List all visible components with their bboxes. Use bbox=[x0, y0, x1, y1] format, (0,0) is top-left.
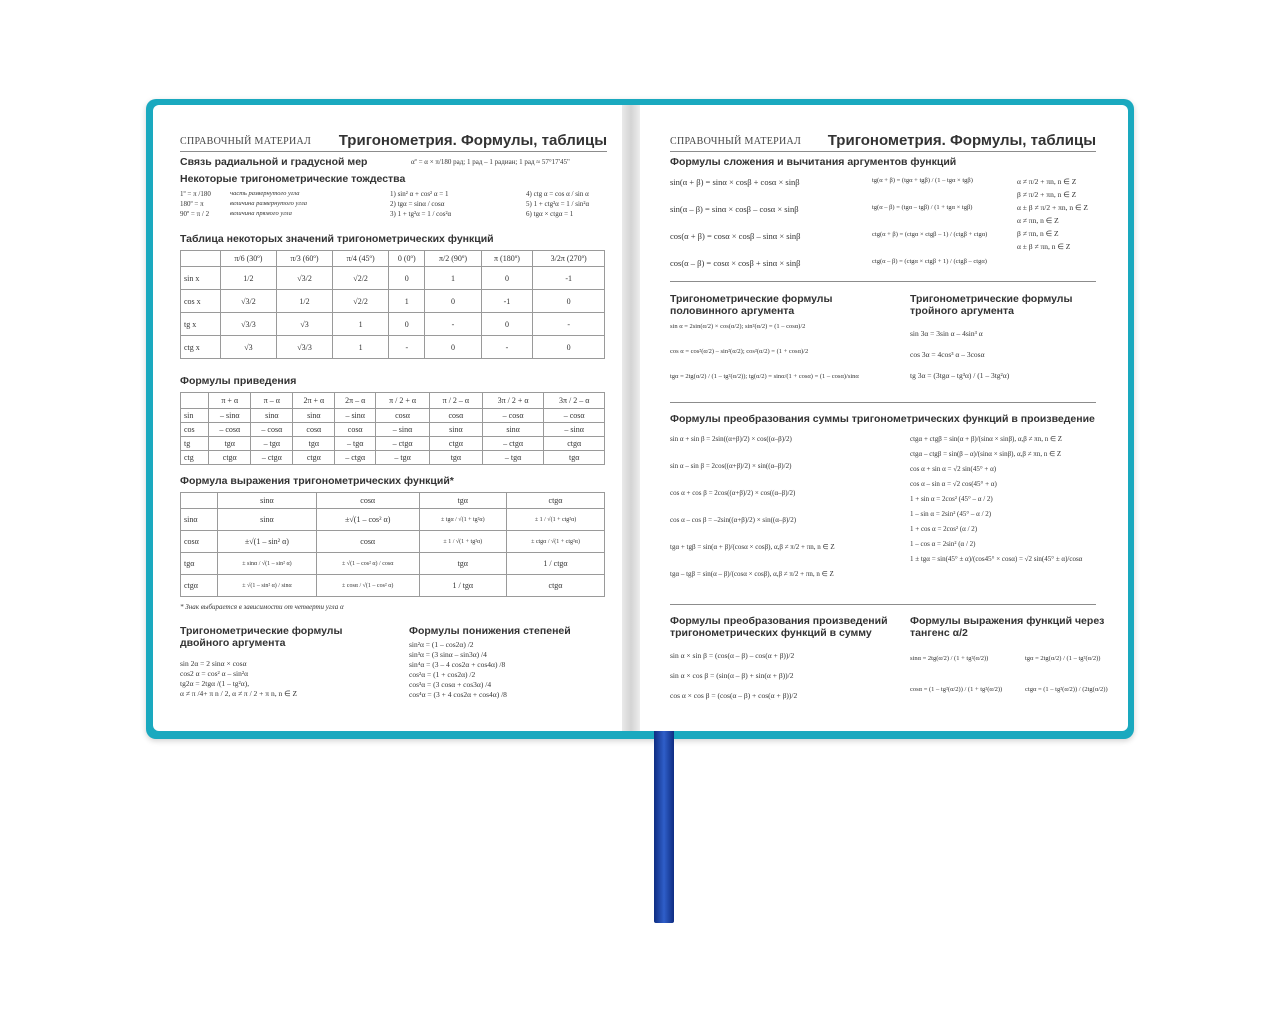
table-cell: – sinα bbox=[544, 423, 605, 437]
header-section-label: СПРАВОЧНЫЙ МАТЕРИАЛ bbox=[180, 136, 312, 147]
table-header-cell: tgα bbox=[419, 493, 506, 509]
formula-line: cos²α = (1 + cos2α) /2 bbox=[409, 670, 476, 679]
formula-line: величина прямого угла bbox=[230, 210, 292, 217]
values-table bbox=[180, 250, 605, 359]
formula-line: cos³α = (3 cosα + cos3α) /4 bbox=[409, 680, 492, 689]
table-cell: √3/3 bbox=[220, 313, 276, 336]
book-gutter bbox=[622, 105, 640, 731]
row-label: sin x bbox=[181, 267, 221, 290]
formula-line: 1º = π /180 bbox=[180, 190, 211, 198]
table-cell: ± cosα / √(1 – cos² α) bbox=[316, 575, 419, 597]
table-cell: 1 bbox=[333, 313, 389, 336]
table-cell: 0 bbox=[389, 267, 425, 290]
table-cell: – cosα bbox=[209, 423, 251, 437]
table-cell: √3 bbox=[220, 336, 276, 359]
table-header-cell: 0 (0º) bbox=[389, 251, 425, 267]
expression-title: Формула выражения тригонометрических функций* bbox=[180, 475, 454, 487]
formula-line: tgα = 2tg(α/2) / (1 – tg²(α/2)) bbox=[1025, 655, 1101, 662]
formula-line: α ≠ πn, n ∈ Z bbox=[1017, 216, 1059, 225]
table-cell: cosα bbox=[376, 409, 430, 423]
formula-line: tgα = 2tg(α/2) / (1 – tg²(α/2)); tg(α/2) = sinα/(1 + cosα) = (1 – cosα)/sinα bbox=[670, 373, 859, 380]
table-cell: 0 bbox=[533, 336, 605, 359]
table-header-cell bbox=[181, 251, 221, 267]
formula-line: 1 + cos α = 2cos² (α / 2) bbox=[910, 525, 978, 533]
formula-line: β ≠ π/2 + πn, n ∈ Z bbox=[1017, 190, 1077, 199]
header-section-label: СПРАВОЧНЫЙ МАТЕРИАЛ bbox=[670, 136, 802, 147]
formula-line: ctg(α – β) = (ctgα × ctgβ + 1) / (ctgβ – ctgα) bbox=[872, 258, 987, 265]
radian-formula: αº = α × π/180 рад; 1 рад – 1 радиан; 1 рад ≈ 57°17'45" bbox=[411, 158, 570, 166]
formula-line: cos α – cos β = –2sin((α+β)/2) × sin((α–β)/2) bbox=[670, 516, 797, 524]
table-cell: cosα bbox=[335, 423, 376, 437]
table-cell: ±√(1 – sin² α) bbox=[218, 531, 317, 553]
formula-line: cos α + cos β = 2cos((α+β)/2) × cos((α–β)/2) bbox=[670, 489, 796, 497]
formula-line: sin(α – β) = sinα × cosβ – cosα × sinβ bbox=[670, 204, 799, 214]
table-cell: – tgα bbox=[251, 437, 293, 451]
table-header-row bbox=[181, 251, 605, 267]
formula-line: ctgα – ctgβ = sin(β – α)/(sinα × sinβ), α,β ≠ πn, n ∈ Z bbox=[910, 450, 1062, 458]
formula-line: sin α × sin β = (cos(α – β) – cos(α + β))/2 bbox=[670, 651, 795, 660]
divider bbox=[670, 604, 1096, 605]
table-cell: 0 bbox=[481, 267, 533, 290]
table-header-cell bbox=[181, 493, 218, 509]
formula-line: cosα = (1 – tg²(α/2)) / (1 + tg²(α/2)) bbox=[910, 686, 1003, 693]
formula-line: sin³α = (3 sinα – sin3α) /4 bbox=[409, 650, 487, 659]
table-cell: 0 bbox=[389, 313, 425, 336]
table-cell: tgα bbox=[544, 451, 605, 465]
table-row bbox=[181, 423, 605, 437]
divider bbox=[670, 402, 1096, 403]
table-header-cell: π + α bbox=[209, 393, 251, 409]
formula-line: sin²α = (1 – cos2α) /2 bbox=[409, 640, 474, 649]
table-header-cell: π/6 (30º) bbox=[220, 251, 276, 267]
formula-line: 5) 1 + ctg²α = 1 / sin²α bbox=[526, 200, 590, 208]
page-title: Тригонометрия. Формулы, таблицы bbox=[338, 132, 607, 149]
table-cell: – sinα bbox=[209, 409, 251, 423]
table-header-cell: π – α bbox=[251, 393, 293, 409]
table-row bbox=[181, 437, 605, 451]
table-cell: 0 bbox=[533, 290, 605, 313]
table-cell: – sinα bbox=[376, 423, 430, 437]
table-cell: tgα bbox=[293, 437, 335, 451]
formula-line: 1 – sin α = 2sin² (45° – α / 2) bbox=[910, 510, 992, 518]
formula-line: sin 2α = 2 sinα × cosα bbox=[180, 659, 247, 668]
formula-line: sin α = 2sin(α/2) × cos(α/2); sin²(α/2) = (1 – cosα)/2 bbox=[670, 323, 806, 330]
expression-table bbox=[180, 492, 605, 597]
table-header-cell: sinα bbox=[218, 493, 317, 509]
table-header-cell bbox=[181, 393, 209, 409]
product-title: Формулы преобразования произведений тригонометрических функций в сумму bbox=[670, 615, 888, 639]
table-row bbox=[181, 409, 605, 423]
table-header-cell: 2π + α bbox=[293, 393, 335, 409]
formula-line: sinα = 2tg(α/2) / (1 + tg²(α/2)) bbox=[910, 655, 989, 662]
formula-line: ctgα = (1 – tg²(α/2)) / (2tg(α/2)) bbox=[1025, 686, 1108, 693]
row-label: tgα bbox=[181, 553, 218, 575]
table-cell: 0 bbox=[425, 336, 481, 359]
formula-line: cos⁴α = (3 + 4 cos2α + cos4α) /8 bbox=[409, 690, 507, 699]
table-header-row bbox=[181, 493, 605, 509]
table-cell: tgα bbox=[429, 451, 482, 465]
formula-line: cos 3α = 4cos³ α – 3cosα bbox=[910, 350, 985, 359]
row-label: sinα bbox=[181, 509, 218, 531]
table-header-cell: 3π / 2 + α bbox=[482, 393, 544, 409]
table-row bbox=[181, 553, 605, 575]
formula-line: sin⁴α = (3 – 4 cos2α + cos4α) /8 bbox=[409, 660, 506, 669]
table-row bbox=[181, 313, 605, 336]
formula-line: cos α – sin α = √2 cos(45° + α) bbox=[910, 480, 997, 488]
table-cell: – cosα bbox=[544, 409, 605, 423]
table-cell: sinα bbox=[218, 509, 317, 531]
formula-line: 90º = π / 2 bbox=[180, 210, 210, 218]
page-header bbox=[180, 127, 607, 152]
identities-title: Некоторые тригонометрические тождества bbox=[180, 173, 406, 185]
row-label: ctgα bbox=[181, 575, 218, 597]
power-title: Формулы понижения степеней bbox=[409, 625, 571, 637]
table-row bbox=[181, 451, 605, 465]
row-label: tg x bbox=[181, 313, 221, 336]
table-cell: √2/2 bbox=[333, 290, 389, 313]
table-cell: 1 bbox=[425, 267, 481, 290]
formula-line: 3) 1 + tg²α = 1 / cos²α bbox=[390, 210, 452, 218]
formula-line: cos(α – β) = cosα × cosβ + sinα × sinβ bbox=[670, 258, 801, 268]
table-cell: sinα bbox=[293, 409, 335, 423]
table-row bbox=[181, 531, 605, 553]
divider bbox=[670, 281, 1096, 282]
table-cell: 1/2 bbox=[276, 290, 332, 313]
table-cell: 1 / tgα bbox=[419, 575, 506, 597]
table-cell: sinα bbox=[251, 409, 293, 423]
table-row bbox=[181, 290, 605, 313]
table-cell: 0 bbox=[425, 290, 481, 313]
formula-line: sin α – sin β = 2cos((α+β)/2) × sin((α–β)/2) bbox=[670, 462, 792, 470]
table-cell: cosα bbox=[293, 423, 335, 437]
table-row bbox=[181, 509, 605, 531]
table-cell: ± tgα / √(1 + tg²α) bbox=[419, 509, 506, 531]
table-cell: 0 bbox=[481, 313, 533, 336]
table-cell: – ctgα bbox=[376, 437, 430, 451]
table-header-cell: 3π / 2 – α bbox=[544, 393, 605, 409]
sum-title: Формулы преобразования суммы тригонометрических функций в произведение bbox=[670, 413, 1095, 425]
formula-line: cos(α + β) = cosα × cosβ – sinα × sinβ bbox=[670, 231, 801, 241]
formula-line: 1) sin² α + cos² α = 1 bbox=[390, 190, 449, 198]
table-cell: – tgα bbox=[482, 451, 544, 465]
table-cell: ±√(1 – cos² α) bbox=[316, 509, 419, 531]
table-cell: √3 bbox=[276, 313, 332, 336]
table-header-cell: ctgα bbox=[507, 493, 605, 509]
formula-line: tg2α = 2tgα /(1 – tg²α), bbox=[180, 679, 250, 688]
table-row bbox=[181, 336, 605, 359]
table-cell: 1 / ctgα bbox=[507, 553, 605, 575]
formula-line: ctgα + ctgβ = sin(α + β)/(sinα × sinβ), α,β ≠ πn, n ∈ Z bbox=[910, 435, 1063, 443]
formula-line: ctg(α + β) = (ctgα × ctgβ – 1) / (ctgβ + ctgα) bbox=[872, 231, 988, 238]
table-header-cell: π (180º) bbox=[481, 251, 533, 267]
triple-title: Тригонометрические формулы тройного аргумента bbox=[910, 293, 1073, 317]
table-header-cell: π/3 (60º) bbox=[276, 251, 332, 267]
formula-line: tg 3α = (3tgα – tg³α) / (1 – 3tg²α) bbox=[910, 371, 1010, 380]
reduction-table bbox=[180, 392, 605, 465]
table-header-row bbox=[181, 393, 605, 409]
tangent-title: Формулы выражения функций через тангенс α/2 bbox=[910, 615, 1105, 639]
formula-line: cos α × cos β = (cos(α – β) + cos(α + β))/2 bbox=[670, 691, 798, 700]
table-cell: – cosα bbox=[482, 409, 544, 423]
table-header-cell: π / 2 + α bbox=[376, 393, 430, 409]
table-cell: 1 bbox=[389, 290, 425, 313]
formula-line: tgα + tgβ = sin(α + β)/(cosα × cosβ), α,β ≠ π/2 + πn, n ∈ Z bbox=[670, 543, 835, 551]
table-cell: 1 bbox=[333, 336, 389, 359]
table-cell: - bbox=[389, 336, 425, 359]
add-title: Формулы сложения и вычитания аргументов функций bbox=[670, 156, 957, 168]
table-cell: -1 bbox=[481, 290, 533, 313]
row-label: cos bbox=[181, 423, 209, 437]
row-label: tg bbox=[181, 437, 209, 451]
formula-line: 6) tgα × ctgα = 1 bbox=[526, 210, 574, 218]
table-cell: 1/2 bbox=[220, 267, 276, 290]
right-page bbox=[640, 105, 1128, 731]
table-cell: √3/2 bbox=[276, 267, 332, 290]
table-cell: sinα bbox=[429, 423, 482, 437]
table-cell: – ctgα bbox=[251, 451, 293, 465]
table-cell: - bbox=[481, 336, 533, 359]
formula-line: 1 – cos α = 2sin² (α / 2) bbox=[910, 540, 976, 548]
table-cell: – cosα bbox=[251, 423, 293, 437]
table-row bbox=[181, 267, 605, 290]
page-title: Тригонометрия. Формулы, таблицы bbox=[827, 132, 1096, 149]
table-cell: ± sinα / √(1 – sin² α) bbox=[218, 553, 317, 575]
table-cell: – ctgα bbox=[482, 437, 544, 451]
table-cell: cosα bbox=[429, 409, 482, 423]
table-cell: ± √(1 – sin² α) / sinα bbox=[218, 575, 317, 597]
table-cell: -1 bbox=[533, 267, 605, 290]
footnote: * Знак выбирается в зависимости от четверти угла α bbox=[180, 603, 344, 611]
formula-line: sin(α + β) = sinα × cosβ + cosα × sinβ bbox=[670, 177, 800, 187]
table-cell: ctgα bbox=[507, 575, 605, 597]
table-cell: – ctgα bbox=[335, 451, 376, 465]
formula-line: α ≠ π/2 + πn, n ∈ Z bbox=[1017, 177, 1077, 186]
formula-line: 2) tgα = sinα / cosα bbox=[390, 200, 445, 208]
formula-line: cos α + sin α = √2 sin(45° + α) bbox=[910, 465, 997, 473]
table-cell: - bbox=[533, 313, 605, 336]
table-header-cell: π / 2 – α bbox=[429, 393, 482, 409]
formula-line: 4) ctg α = cos α / sin α bbox=[526, 190, 589, 198]
table-cell: tgα bbox=[209, 437, 251, 451]
table-cell: – tgα bbox=[376, 451, 430, 465]
table-cell: ctgα bbox=[544, 437, 605, 451]
formula-line: α ± β ≠ πn, n ∈ Z bbox=[1017, 242, 1071, 251]
table-header-cell: π/4 (45º) bbox=[333, 251, 389, 267]
row-label: cos x bbox=[181, 290, 221, 313]
row-label: ctg bbox=[181, 451, 209, 465]
formula-line: tgα – tgβ = sin(α – β)/(cosα × cosβ), α,β ≠ π/2 + πn, n ∈ Z bbox=[670, 570, 834, 578]
table-cell: ctgα bbox=[429, 437, 482, 451]
table-cell: ± √(1 – cos² α) / cosα bbox=[316, 553, 419, 575]
formula-line: cos α = cos²(α/2) – sin²(α/2); cos²(α/2) = (1 + cosα)/2 bbox=[670, 348, 809, 355]
formula-line: sin α × cos β = (sin(α – β) + sin(α + β))/2 bbox=[670, 671, 794, 680]
table-cell: ± ctgα / √(1 + ctg²α) bbox=[507, 531, 605, 553]
formula-line: 180º = π bbox=[180, 200, 204, 208]
formula-line: α ± β ≠ π/2 + πn, n ∈ Z bbox=[1017, 203, 1088, 212]
table-cell: – sinα bbox=[335, 409, 376, 423]
table-cell: ctgα bbox=[293, 451, 335, 465]
formula-line: α ≠ π /4+ π n / 2, α ≠ π / 2 + π n, n ∈ Z bbox=[180, 689, 298, 698]
formula-line: sin 3α = 3sin α – 4sin³ α bbox=[910, 329, 983, 338]
table-cell: ± 1 / √(1 + ctg²α) bbox=[507, 509, 605, 531]
row-label: cosα bbox=[181, 531, 218, 553]
formula-line: часть развернутого угла bbox=[230, 190, 300, 197]
table-cell: - bbox=[425, 313, 481, 336]
formula-line: cos2 α = cos² α – sin²α bbox=[180, 669, 249, 678]
table-header-cell: 3/2π (270º) bbox=[533, 251, 605, 267]
bookmark-ribbon bbox=[654, 731, 674, 923]
formula-line: 1 ± tgα = sin(45° ± α)/(cos45° × cosα) = √2 sin(45° ± α)/cosα bbox=[910, 555, 1083, 563]
table-row bbox=[181, 575, 605, 597]
values-title: Таблица некоторых значений тригонометрических функций bbox=[180, 233, 494, 245]
left-page bbox=[153, 105, 623, 731]
table-cell: – tgα bbox=[335, 437, 376, 451]
formula-line: величина развернутого угла bbox=[230, 200, 308, 207]
radian-title: Связь радиальной и градусной мер bbox=[180, 156, 368, 168]
table-header-cell: 2π – α bbox=[335, 393, 376, 409]
formula-line: tg(α + β) = (tgα + tgβ) / (1 – tgα × tgβ) bbox=[872, 177, 973, 184]
table-cell: √3/2 bbox=[220, 290, 276, 313]
formula-line: tg(α – β) = (tgα – tgβ) / (1 + tgα × tgβ) bbox=[872, 204, 973, 211]
table-cell: sinα bbox=[482, 423, 544, 437]
reduction-title: Формулы приведения bbox=[180, 375, 297, 387]
half-title: Тригонометрические формулы половинного аргумента bbox=[670, 293, 833, 317]
double-title: Тригонометрические формулы двойного аргумента bbox=[180, 625, 343, 649]
formula-line: sin α + sin β = 2sin((α+β)/2) × cos((α–β)/2) bbox=[670, 435, 792, 443]
table-cell: √2/2 bbox=[333, 267, 389, 290]
table-cell: ± 1 / √(1 + tg²α) bbox=[419, 531, 506, 553]
page-header bbox=[670, 127, 1096, 152]
table-cell: ctgα bbox=[209, 451, 251, 465]
table-header-cell: π/2 (90º) bbox=[425, 251, 481, 267]
row-label: ctg x bbox=[181, 336, 221, 359]
table-cell: cosα bbox=[316, 531, 419, 553]
row-label: sin bbox=[181, 409, 209, 423]
table-cell: √3/3 bbox=[276, 336, 332, 359]
formula-line: β ≠ πn, n ∈ Z bbox=[1017, 229, 1059, 238]
table-cell: tgα bbox=[419, 553, 506, 575]
table-header-cell: cosα bbox=[316, 493, 419, 509]
formula-line: 1 + sin α = 2cos² (45° – α / 2) bbox=[910, 495, 993, 503]
